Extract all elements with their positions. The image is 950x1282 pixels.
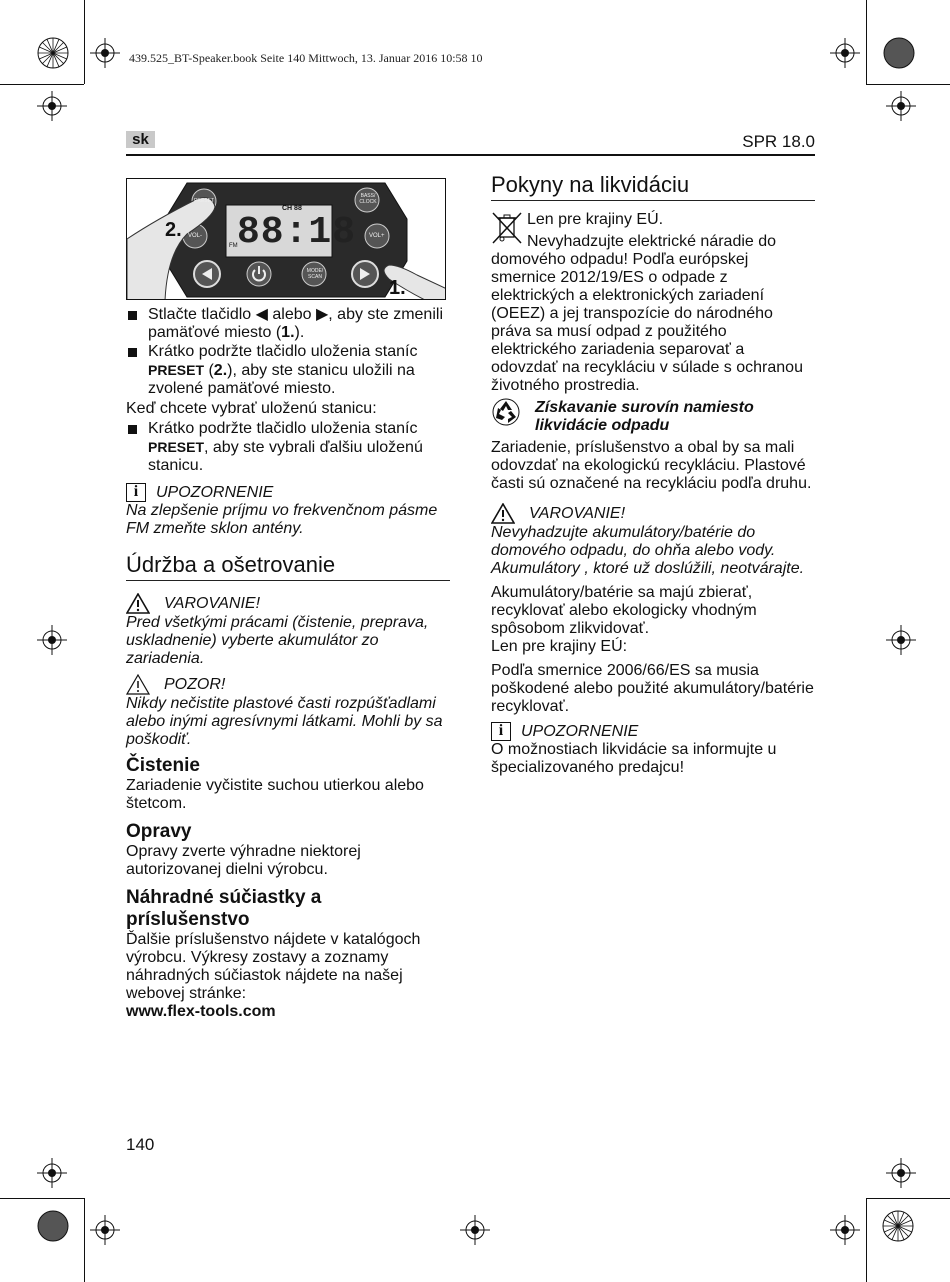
warning-icon [491,503,515,524]
vol-minus-button-label: VOL- [188,233,203,239]
crosshair-mark-icon [830,38,860,68]
crop-mark [0,1198,84,1199]
crop-mark [866,84,950,85]
preset-button-label: PRESET [194,198,215,204]
crosshair-mark-icon [460,1215,490,1245]
crosshair-mark-icon [37,91,67,121]
caution-header: POZOR! [126,674,450,695]
crosshair-mark-icon [90,38,120,68]
page-number: 140 [126,1135,155,1154]
mode-scan-button-label: MODE/ SCAN [306,268,324,280]
info-icon: i [126,483,146,502]
crop-mark [0,84,84,85]
crosshair-mark-icon [886,1158,916,1188]
subsection-heading: Opravy [126,821,192,842]
crop-mark [866,1198,950,1199]
recycle-icon [491,397,521,427]
bass-clock-button-label: BASS/ CLOCK [359,193,377,205]
eu-only-text: Len pre krajiny EÚ. [527,211,664,228]
registration-mark-icon [36,36,70,70]
parts-text: Ďalšie príslušenstvo nájdete v katalógoch výrobcu. Výkresy zostavy a zoznamy náhradných súčiastok nájdete na našej webovej stránke: [126,931,421,1002]
crop-mark [84,1198,85,1282]
note-text: Na zlepšenie príjmu vo frekvenčnom pásme FM zmeňte sklon antény. [126,502,438,537]
bullet-item: Stlačte tlačidlo ◀ alebo ▶, aby ste zmenili pamäťové miesto (1.). [126,306,450,342]
directive-text: Podľa smernice 2006/66/ES sa musia poškodené alebo použité akumulátory/batérie recyklovať. [491,662,814,715]
caution-text: Nikdy nečistite plastové časti rozpúšťadlami alebo inými agresívnymi látkami. Mohli by sa poškodiť. [126,695,443,748]
model-label: SPR 18.0 [742,132,815,151]
note-header: i UPOZORNENIE [491,722,815,741]
bullet-item: Krátko podržte tlačidlo uloženia staníc PRESET, aby ste vybrali ďalšiu uloženú stanicu. [126,420,450,475]
disposal-text: Nevyhadzujte elektrické náradie do domového odpadu! Podľa európskej smernice 2012/19/ES o odpade z elektrických a elektronických zariadení (OEEZ) a jej transpozície do národného práva sa musí odpad z použitého elektrického zariadenia separovať a odovzdať na recykláciu v súlade s ochranou životného prostredia. [491,233,803,394]
crop-mark [866,0,867,84]
right-arrow-icon: ▶ [315,306,329,323]
recycle-title: Získavanie surovín namiesto likvidácie odpadu [535,399,754,434]
left-column [126,306,450,1021]
subsection-heading: Náhradné súčiastky a príslušenstvo [126,887,322,930]
callout-1: 1. [389,277,406,299]
radio-display-figure [126,178,446,300]
right-column [491,172,815,777]
recycle-text: Zariadenie, príslušenstvo a obal by sa mali odovzdať na ekologickú recykláciu. Plastové časti sú označené na recykláciu podľa druhu. [491,439,812,492]
display-fm: FM [229,243,238,249]
battery-text: Akumulátory/batérie sa majú zbierať, recyklovať alebo ekologicky vhodným spôsobom zlikvidovať. [491,584,757,637]
warning-icon [126,593,150,614]
crop-mark [84,0,85,84]
vol-plus-button-label: VOL+ [369,233,385,239]
crosshair-mark-icon [90,1215,120,1245]
registration-mark-icon [881,1209,915,1243]
crosshair-mark-icon [830,1215,860,1245]
bullet-item: Krátko podržte tlačidlo uloženia staníc PRESET (2.), aby ste stanicu uložili na zvolené pamäťové miesto. [126,343,450,398]
section-heading: Údržba a ošetrovanie [126,552,450,581]
registration-mark-icon [37,1210,69,1242]
display-channel: CH 88 [282,205,302,212]
repair-text: Opravy zverte výhradne niektorej autorizovanej dielni výrobcu. [126,843,361,878]
display-digits: 88:18 [237,211,357,254]
crop-mark [866,1198,867,1282]
subsection-heading: Čistenie [126,755,200,776]
section-heading: Pokyny na likvidáciu [491,172,815,201]
eu-only-text: Len pre krajiny EÚ: [491,638,628,655]
recycle-block [491,397,815,435]
warning-text: Nevyhadzujte akumulátory/batérie do domového odpadu, do ohňa alebo vody. Akumulátory , ktoré už doslúžili, neotvárajte. [491,524,805,577]
header-rule [126,154,815,156]
warning-header: VAROVANIE! [491,503,815,524]
clean-text: Zariadenie vyčistite suchou utierkou alebo štetcom. [126,777,424,812]
note-text: O možnostiach likvidácie sa informujte u špecializovaného predajcu! [491,741,777,776]
note-header: i UPOZORNENIE [126,483,450,502]
warning-header: VAROVANIE! [126,593,450,614]
crosshair-mark-icon [886,625,916,655]
crosshair-mark-icon [886,91,916,121]
weee-block [491,211,815,395]
registration-mark-icon [883,37,915,69]
crossed-bin-icon [491,211,523,245]
left-arrow-icon: ◀ [255,306,268,323]
print-slug: 439.525_BT-Speaker.book Seite 140 Mittwoch, 13. Januar 2016 10:58 10 [129,51,483,65]
warning-text: Pred všetkými prácami (čistenie, preprava, uskladnenie) vyberte akumulátor zo zariadenia. [126,614,429,667]
crosshair-mark-icon [37,1158,67,1188]
info-icon: i [491,722,511,741]
language-badge: sk [126,131,155,148]
caution-icon [126,674,150,695]
callout-2: 2. [165,219,182,241]
intro-text: Keď chcete vybrať uloženú stanicu: [126,400,377,417]
website-link[interactable]: www.flex-tools.com [126,1003,276,1020]
crosshair-mark-icon [37,625,67,655]
